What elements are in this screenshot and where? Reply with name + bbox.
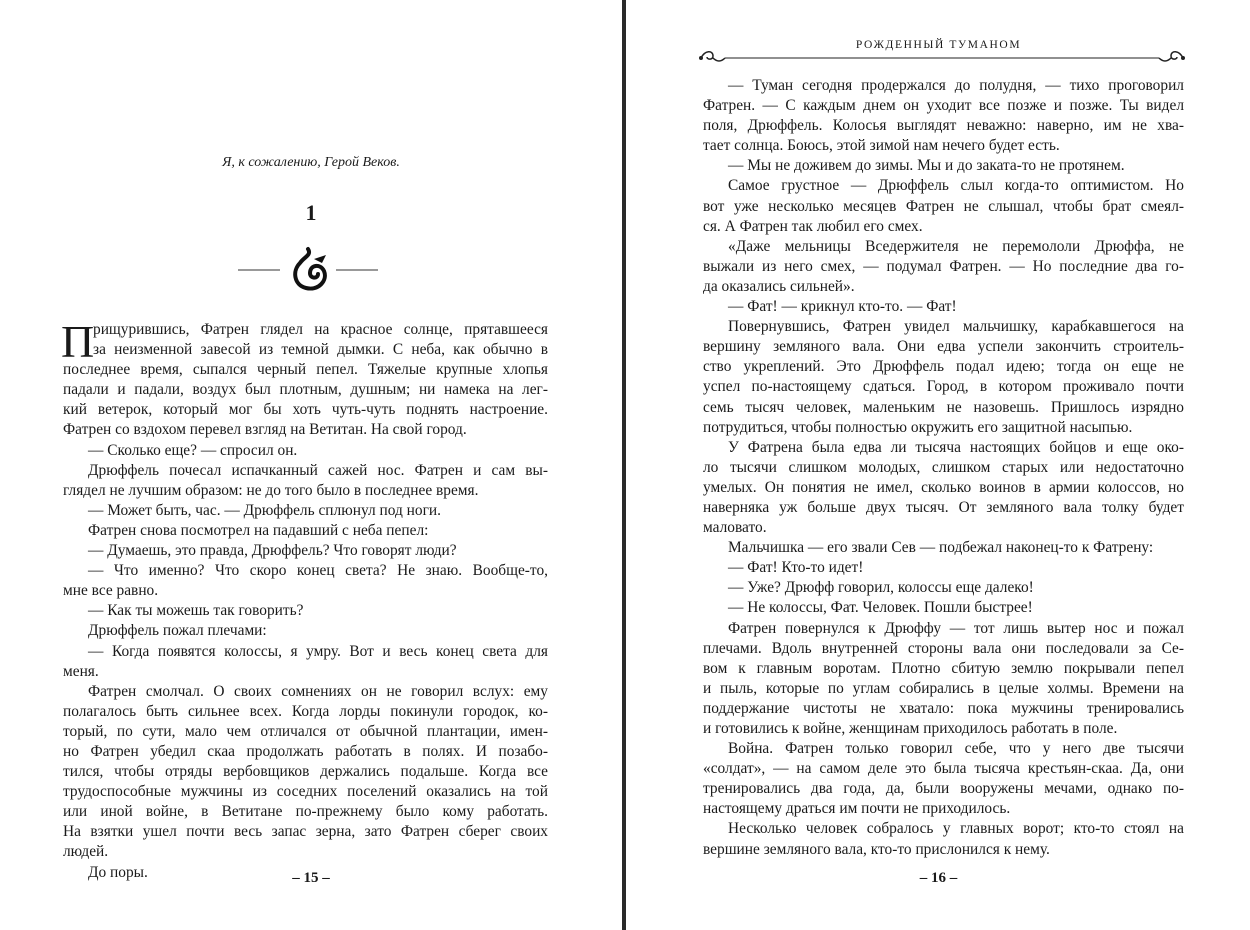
chapter-number: 1 bbox=[305, 200, 317, 225]
text-line: вершину земляного вала. Они едва успели закончить строитель- bbox=[703, 338, 1184, 356]
text-line: полагалось быть сильнее всех. Когда лорды покинули городок, ко- bbox=[63, 702, 548, 720]
drop-cap: П bbox=[61, 316, 95, 367]
text-line: людей. bbox=[63, 843, 109, 861]
text-line: мне все равно. bbox=[63, 582, 159, 600]
text-line: поля, Дрюффель. Колосья выглядят неважно: наверно, им не хва- bbox=[703, 117, 1184, 135]
chapter-ornament-icon bbox=[238, 245, 378, 295]
text-line: Фатрен. — С каждым днем он уходит все позже и позже. Ты видел bbox=[703, 97, 1184, 115]
epigraph: Я, к сожалению, Герой Веков. bbox=[222, 155, 400, 170]
text-line: вершине земляного вала, кто-то прислонился к нему. bbox=[703, 840, 1050, 858]
text-line: — Что именно? Что скоро конец света? Не знаю. Вообще-то, bbox=[88, 562, 548, 580]
right-body-text bbox=[703, 76, 1184, 860]
text-line: меня. bbox=[63, 662, 99, 680]
book-spine bbox=[622, 0, 626, 930]
text-line: торый, по сути, мало чем отличался от обычной плантации, имен- bbox=[63, 722, 548, 740]
right-page bbox=[627, 0, 1250, 930]
text-line: До поры. bbox=[88, 863, 148, 881]
text-line: Повернувшись, Фатрен увидел мальчишку, карабкавшегося на bbox=[728, 318, 1184, 336]
text-line: вом к главным воротам. Плотно сбитую землю покрывали пепел bbox=[703, 659, 1184, 677]
text-line: «Даже мельницы Вседержителя не перемололи Дрюффа, не bbox=[728, 237, 1184, 255]
text-line: — Уже? Дрюфф говорил, колоссы еще далеко! bbox=[728, 579, 1034, 597]
text-line: — Туман сегодня продержался до полудня, — тихо проговорил bbox=[728, 77, 1184, 94]
text-line: вот уже несколько месяцев Фатрен не слышал, чтобы брат смеял- bbox=[703, 197, 1184, 215]
text-line: падали и падали, воздух был плотным, душным; ни намека на лег- bbox=[63, 381, 548, 399]
page-number-right: – 16 – bbox=[919, 870, 958, 886]
text-line: — Думаешь, это правда, Дрюффель? Что говорят люди? bbox=[88, 542, 457, 560]
text-line: — Фат! Кто-то идет! bbox=[728, 559, 864, 577]
text-line: тился, чтобы отряды вербовщиков держались подальше. Когда все bbox=[63, 763, 548, 781]
text-line: наверняка уж больше двух тысяч. От земляного вала толку будет bbox=[703, 498, 1184, 516]
running-head: РОЖДЕННЫЙ ТУМАНОМ bbox=[855, 39, 1022, 51]
text-line: да оказались сильней». bbox=[703, 277, 855, 295]
text-line: за неизменной завесой из темной дымки. С неба, как обычно в bbox=[93, 341, 548, 359]
text-line: Несколько человек собралось у главных ворот; кто-то стоял на bbox=[728, 820, 1184, 838]
text-line: ство укреплений. Это Дрюффель подал идею; тогда он еще не bbox=[703, 358, 1184, 376]
text-line: глядел не лучшим образом: не до того было в последнее время. bbox=[63, 481, 479, 499]
text-line: кий ветерок, который мог бы хоть чуть-чуть поднять настроение. bbox=[63, 401, 548, 419]
text-line: но Фатрен убедил скаа продолжать работать в полях. И позабо- bbox=[63, 742, 548, 760]
running-head-ornament-icon bbox=[697, 48, 1187, 66]
text-line: тренировались два года, да, были вооружены мечами, однако по- bbox=[703, 780, 1184, 798]
text-line: маловато. bbox=[703, 519, 767, 537]
text-line: — Не колоссы, Фат. Человек. Пошли быстрее! bbox=[728, 599, 1033, 617]
text-line: — Сколько еще? — спросил он. bbox=[88, 441, 298, 459]
text-line: — Когда появятся колоссы, я умру. Вот и весь конец света для bbox=[88, 642, 548, 660]
text-line: У Фатрена была едва ли тысяча настоящих бойцов и еще око- bbox=[728, 438, 1184, 456]
text-line: — Фат! — крикнул кто-то. — Фат! bbox=[728, 298, 957, 316]
page-number-left: – 15 – bbox=[292, 870, 330, 886]
text-line: плечами. Вдоль внутренней стороны вала они последовали за Се- bbox=[703, 639, 1184, 657]
text-line: Фатрен снова посмотрел на падавший с неба пепел: bbox=[88, 521, 429, 539]
text-line: ло тысячи слишком молодых, слишком старых или недостаточно bbox=[703, 458, 1184, 476]
text-line: или иной войне, в Ветитане по-прежнему было кому работать. bbox=[63, 803, 548, 821]
text-line: — Как ты можешь так говорить? bbox=[88, 602, 304, 620]
text-line: успел по-настоящему сдаться. Город, в котором проживало почти bbox=[703, 378, 1184, 396]
text-line: «солдат», — на самом деле это была тысяча крестьян-скаа. Да, они bbox=[703, 760, 1184, 778]
text-line: выжали из него смех, — подумал Фатрен. — Но последние два го- bbox=[703, 257, 1184, 275]
text-line: Самое грустное — Дрюффель слыл когда-то оптимистом. Но bbox=[728, 177, 1184, 195]
left-page bbox=[0, 0, 622, 930]
text-line: тает солнца. Боюсь, этой зимой нам нечего будет есть. bbox=[703, 137, 1060, 155]
text-line: — Может быть, час. — Дрюффель сплюнул под ноги. bbox=[88, 501, 441, 519]
text-line: потрудиться, чтобы полностью окружить его защитной насыпью. bbox=[703, 418, 1133, 436]
text-line: На взятки ушел почти весь запас зерна, зато Фатрен сберег своих bbox=[63, 823, 548, 841]
text-line: Мальчишка — его звали Сев — подбежал наконец-то к Фатрену: bbox=[728, 539, 1154, 557]
text-line: и пыль, которые по углам собирались в целые холмы. Времени на bbox=[703, 679, 1184, 697]
text-line: Фатрен повернулся к Дрюффу — тот лишь вытер нос и пожал bbox=[728, 619, 1184, 637]
text-line: рищурившись, Фатрен глядел на красное солнце, прятавшееся bbox=[93, 321, 548, 338]
text-line: — Мы не доживем до зимы. Мы и до заката-то не протянем. bbox=[728, 157, 1125, 175]
text-line: Фатрен смолчал. О своих сомнениях он не говорил вслух: ему bbox=[88, 682, 548, 700]
text-line: семь тысяч человек, маленьким не назовешь. Пришлось изрядно bbox=[703, 398, 1184, 416]
text-line: Фатрен со вздохом перевел взгляд на Ветитан. На свой город. bbox=[63, 421, 467, 439]
text-line: умелых. Он понятия не имел, сколько воинов в армии колоссов, но bbox=[703, 478, 1184, 496]
text-line: Война. Фатрен только говорил себе, что у него две тысячи bbox=[728, 740, 1184, 758]
text-line: поддержание чистоты не хватало: пока мужчины тренировались bbox=[703, 699, 1184, 717]
text-line: настоящему драться им почти не приходилось. bbox=[703, 800, 1011, 818]
text-line: и готовились к войне, женщинам приходилось работать в поле. bbox=[703, 720, 1118, 737]
text-line: Дрюффель почесал испачканный сажей нос. Фатрен и сам вы- bbox=[88, 461, 548, 479]
text-line: Дрюффель пожал плечами: bbox=[88, 622, 267, 640]
text-line: ся. А Фатрен так любил его смех. bbox=[703, 217, 923, 235]
left-body-text bbox=[61, 316, 548, 883]
text-line: трудоспособные мужчины из соседних поселений оказались на той bbox=[63, 783, 548, 801]
text-line: последнее время, сыпался черный пепел. Тяжелые крупные хлопья bbox=[63, 361, 548, 379]
